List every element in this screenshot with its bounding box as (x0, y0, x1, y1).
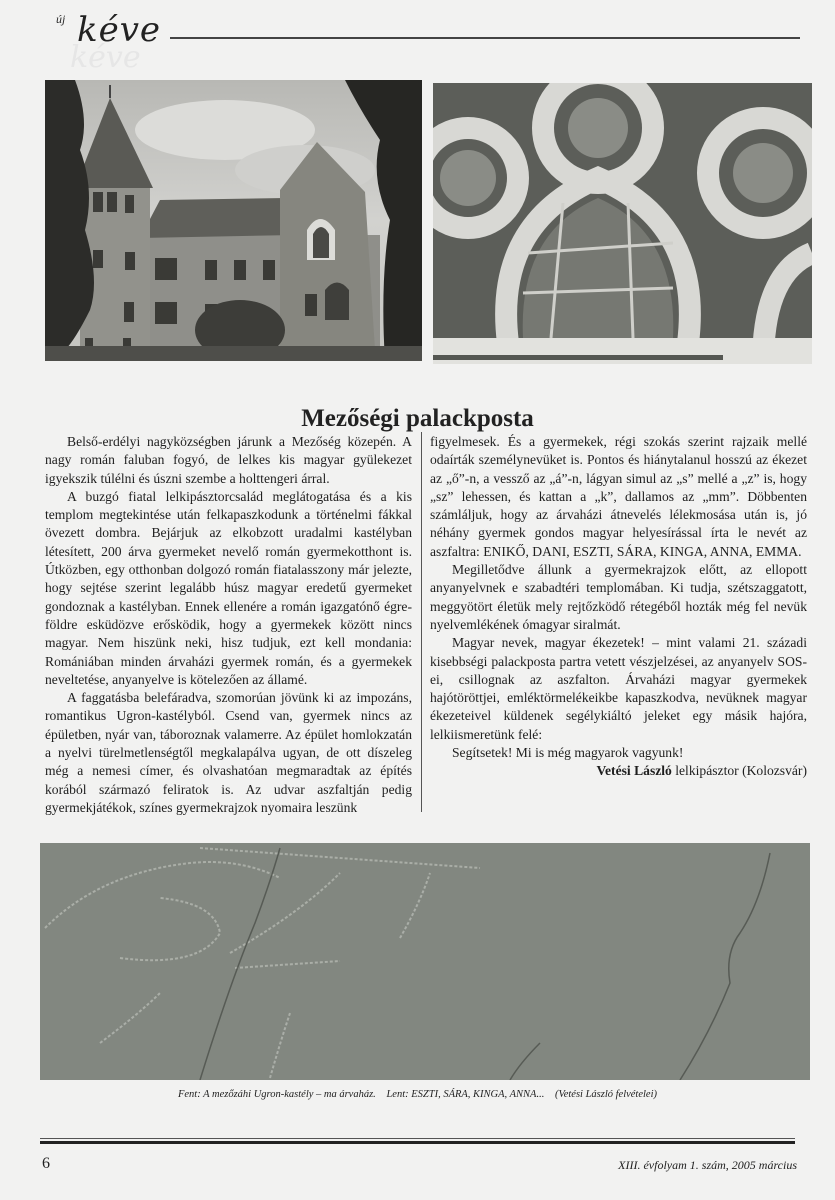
article-column-right (430, 433, 807, 781)
article-paragraph-continued: figyelmesek. És a gyermekek, régi szokás szerint rajzaik mellé odaírták személynevüket is. Pontos és hiánytalanul hosszú az ékezet az „ő”-n, a vessző az „á”-n, lágyan simul az „s” mellé a „z” is, hogy „sz” lehessen, és kattan a „k”, dallamos az „mm”. Döbbenten számláljuk, hogy az árvaházi átnevelés lélekmosása után is, jó néhány gyermek gondos magyar helyesírással írta le nevét az aszfaltra: ENIKŐ, DANI, ESZTI, SÁRA, KINGA, ANNA, EMMA. (430, 434, 807, 559)
photo-caption (0, 1089, 835, 1100)
page-number: 6 (42, 1155, 50, 1172)
footer-rule-thick (40, 1141, 795, 1144)
article-paragraph: Belső-erdélyi nagyközségben járunk a Mezőség közepén. A nagy román faluban fogyó, de lelkes kis magyar gyülekezet igyekszik túlélni és úszni szembe a holttengeri árral. (45, 434, 412, 486)
author-signature (430, 762, 807, 780)
masthead-prefix: új (56, 12, 66, 26)
article-paragraph: A buzgó fiatal lelkipásztorcsalád meglátogatása és a kis templom megtekintése után felkapaszkodunk a történelmi fákkal övezett dombra. Bejárjuk az elkobzott uradalmi kastélyban létesített, 200 árva gyermeket nevelő román gyermekotthont is. Útközben, egy otthonban dolgozó román fiatalasszony már jelezte, hogy sejtése szerint legalább húsz magyar eredetű gyermeket gondoznak a kastélyban. Ennek ellenére a román igazgatónő égre-földre esküdözve erősködik, hogy a gyermekek között nincs magyar. Nem hiszünk neki, hisz tudjuk, ezt kell mondania: Romániában minden árvaházi gyermek román, és a gyermekek neveltetése, anyanyelve is kötelezően az államé. (45, 488, 412, 687)
castle-photo (45, 80, 422, 361)
article-column-left (45, 433, 412, 817)
author-role: lelkipásztor (Kolozsvár) (675, 763, 807, 779)
masthead-ghost-logo: kéve (70, 40, 141, 75)
article-closing-line: Segítsetek! Mi is még magyarok vagyunk! (452, 745, 684, 761)
column-divider (421, 432, 422, 812)
article-paragraph: A faggatásba belefáradva, szomorúan jövünk ki az impozáns, romantikus Ugron-kastélyból. Csend van, gyermek nincs az épületben, nyár van, táboroznak valamerre. Az épület homlokzatán a nyelvi türelmetlenségtől megkalapálva ugyan, de ott díszeleg még a nemesi címer, és olvashatóan megmaradtak az építés korából származó feliratok is. Az udvar aszfaltján pedig gyermekjátékok, színes gyermekrajzok nyomaira leszünk (45, 690, 412, 815)
masthead-rule (170, 37, 800, 39)
masthead-title: kéve (77, 10, 162, 50)
footer-rule-thin (40, 1138, 795, 1139)
issue-info: XIII. évfolyam 1. szám, 2005 március (618, 1158, 797, 1172)
author-name: Vetési László (596, 763, 672, 779)
masthead (30, 8, 810, 75)
article-title: Mezőségi palackposta (301, 404, 534, 432)
gothic-window-photo (433, 83, 812, 364)
caption-top: Fent: A mezőzáhi Ugron-kastély – ma árvaház. (177, 1089, 376, 1100)
article-paragraph: Magyar nevek, magyar ékezetek! – mint valami 21. századi kisebbségi palackposta partra vetett vészjelzései, az anyanyelv SOS-ei, csillognak az aszfalton. Árvaházi magyar gyermekek hajótöröttjei, emléktörmelékeikbe kapaszkodva, nevüknek magyar ékezeteivel küldenek segélykiáltó jeleket egy másik hajóra, lelkiismeretünk felé: (430, 635, 807, 742)
caption-bottom: Lent: ESZTI, SÁRA, KINGA, ANNA... (386, 1089, 545, 1100)
asphalt-drawings-photo (40, 843, 810, 1080)
caption-credit: (Vetési László felvételei) (554, 1089, 658, 1100)
article-paragraph: Megilletődve állunk a gyermekrajzok előtt, az ellopott anyanyelvnek e szabadtéri templomában. Ki tudja, szétszaggatott, meggyötört életük mely rejtőzködő rétegéből hozták még fel nevük nyelvemlékének ómagyar siralmát. (430, 562, 807, 632)
